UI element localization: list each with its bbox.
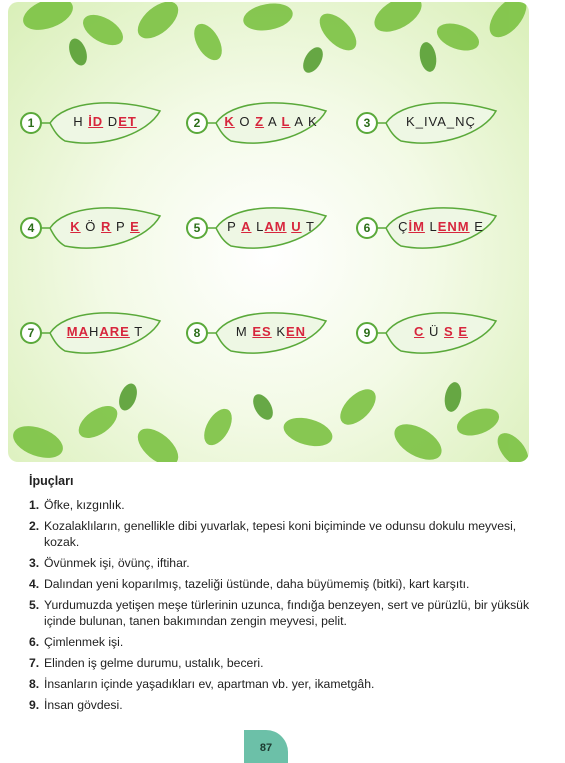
given-letters: Ç: [398, 219, 409, 234]
puzzle-item-9: [346, 305, 506, 361]
hints-title: İpuçları: [29, 474, 74, 488]
hint-item: [29, 697, 539, 713]
given-letters: K_IVA_NÇ: [406, 114, 476, 129]
given-letters: K: [271, 324, 287, 339]
puzzle-item-7: [10, 305, 170, 361]
item-number: 6: [356, 217, 378, 239]
filled-letters: S: [444, 324, 454, 339]
given-letters: T: [301, 219, 315, 234]
page-number-box: [244, 730, 288, 763]
hint-item: [29, 555, 539, 571]
given-letters: L: [251, 219, 265, 234]
hint-number: 9.: [29, 698, 40, 712]
hint-item: [29, 518, 539, 550]
hint-text: Kozalaklıların, genellikle dibi yuvarlak, tepesi koni biçiminde ve odunsu dokulu meyvesi, kozak.: [44, 519, 517, 549]
filled-letters: ET: [118, 114, 137, 129]
hint-item: [29, 576, 539, 592]
hint-number: 8.: [29, 677, 40, 691]
hints-section: [29, 473, 539, 718]
filled-letters: ARE: [99, 324, 130, 339]
item-number: 7: [20, 322, 42, 344]
filled-letters: ES: [252, 324, 272, 339]
hint-text: İnsan gövdesi.: [44, 698, 123, 712]
filled-letters: K: [224, 114, 235, 129]
puzzle-word: [216, 324, 326, 339]
given-letters: E: [469, 219, 484, 234]
hint-number: 3.: [29, 556, 40, 570]
given-letters: D: [103, 114, 119, 129]
given-letters: Ö: [80, 219, 101, 234]
filled-letters: A: [241, 219, 252, 234]
filled-letters: E: [458, 324, 468, 339]
item-number: 4: [20, 217, 42, 239]
given-letters: Ü: [424, 324, 445, 339]
puzzle-word: [50, 114, 160, 129]
hint-item: [29, 634, 539, 650]
given-letters: O: [234, 114, 256, 129]
filled-letters: İD: [88, 114, 104, 129]
given-letters: A: [264, 114, 282, 129]
item-number: 3: [356, 112, 378, 134]
given-letters: L: [424, 219, 438, 234]
filled-letters: ENM: [437, 219, 470, 234]
hint-text: Övünmek işi, övünç, iftihar.: [44, 556, 190, 570]
filled-letters: İM: [408, 219, 425, 234]
item-number: 2: [186, 112, 208, 134]
hint-item: [29, 497, 539, 513]
puzzle-word: [386, 114, 496, 129]
filled-letters: AM: [264, 219, 287, 234]
given-letters: A K: [290, 114, 318, 129]
filled-letters: Z: [255, 114, 265, 129]
given-letters: P: [111, 219, 131, 234]
hint-text: İnsanların içinde yaşadıkları ev, apartman vb. yer, ikametgâh.: [44, 677, 375, 691]
hint-text: Elinden iş gelme durumu, ustalık, beceri.: [44, 656, 264, 670]
filled-letters: K: [70, 219, 81, 234]
given-letters: T: [129, 324, 144, 339]
item-number: 1: [20, 112, 42, 134]
item-number: 8: [186, 322, 208, 344]
given-letters: M: [235, 324, 253, 339]
puzzle-word: [386, 219, 496, 234]
hint-text: Dalından yeni koparılmış, tazeliği üstünde, daha büyümemiş (bitki), kart karşıtı.: [44, 577, 470, 591]
hint-text: Çimlenmek işi.: [44, 635, 124, 649]
puzzle-word: [50, 219, 160, 234]
filled-letters: C: [414, 324, 425, 339]
puzzle-word: [216, 219, 326, 234]
puzzle-item-1: [10, 95, 170, 151]
page-number: 87: [259, 742, 273, 754]
puzzle-word: [386, 324, 496, 339]
item-number: 9: [356, 322, 378, 344]
hint-text: Öfke, kızgınlık.: [44, 498, 125, 512]
puzzle-item-3: [346, 95, 506, 151]
hint-item: [29, 597, 539, 629]
hint-text: Yurdumuzda yetişen meşe türlerinin uzunca, fındığa benzeyen, sert ve pürüzlü, bir yüksük içinde bulunan, tanen bakımından zengin meyvesi, pelit.: [44, 598, 530, 628]
hint-number: 1.: [29, 498, 40, 512]
given-letters: H: [73, 114, 89, 129]
hint-number: 6.: [29, 635, 40, 649]
puzzle-item-5: [176, 200, 336, 256]
hint-item: [29, 655, 539, 671]
filled-letters: U: [291, 219, 302, 234]
item-number: 5: [186, 217, 208, 239]
filled-letters: MA: [66, 324, 90, 339]
given-letters: P: [227, 219, 242, 234]
given-letters: H: [89, 324, 100, 339]
puzzle-item-6: [346, 200, 506, 256]
filled-letters: R: [101, 219, 112, 234]
hint-number: 7.: [29, 656, 40, 670]
puzzle-item-2: [176, 95, 336, 151]
puzzle-word: [50, 324, 160, 339]
filled-letters: E: [130, 219, 140, 234]
hint-number: 2.: [29, 519, 40, 533]
filled-letters: EN: [286, 324, 307, 339]
puzzle-item-4: [10, 200, 170, 256]
hint-number: 5.: [29, 598, 40, 612]
hints-list: [29, 497, 539, 713]
hint-number: 4.: [29, 577, 40, 591]
hint-item: [29, 676, 539, 692]
filled-letters: L: [281, 114, 291, 129]
puzzle-item-8: [176, 305, 336, 361]
puzzle-word: [216, 114, 326, 129]
